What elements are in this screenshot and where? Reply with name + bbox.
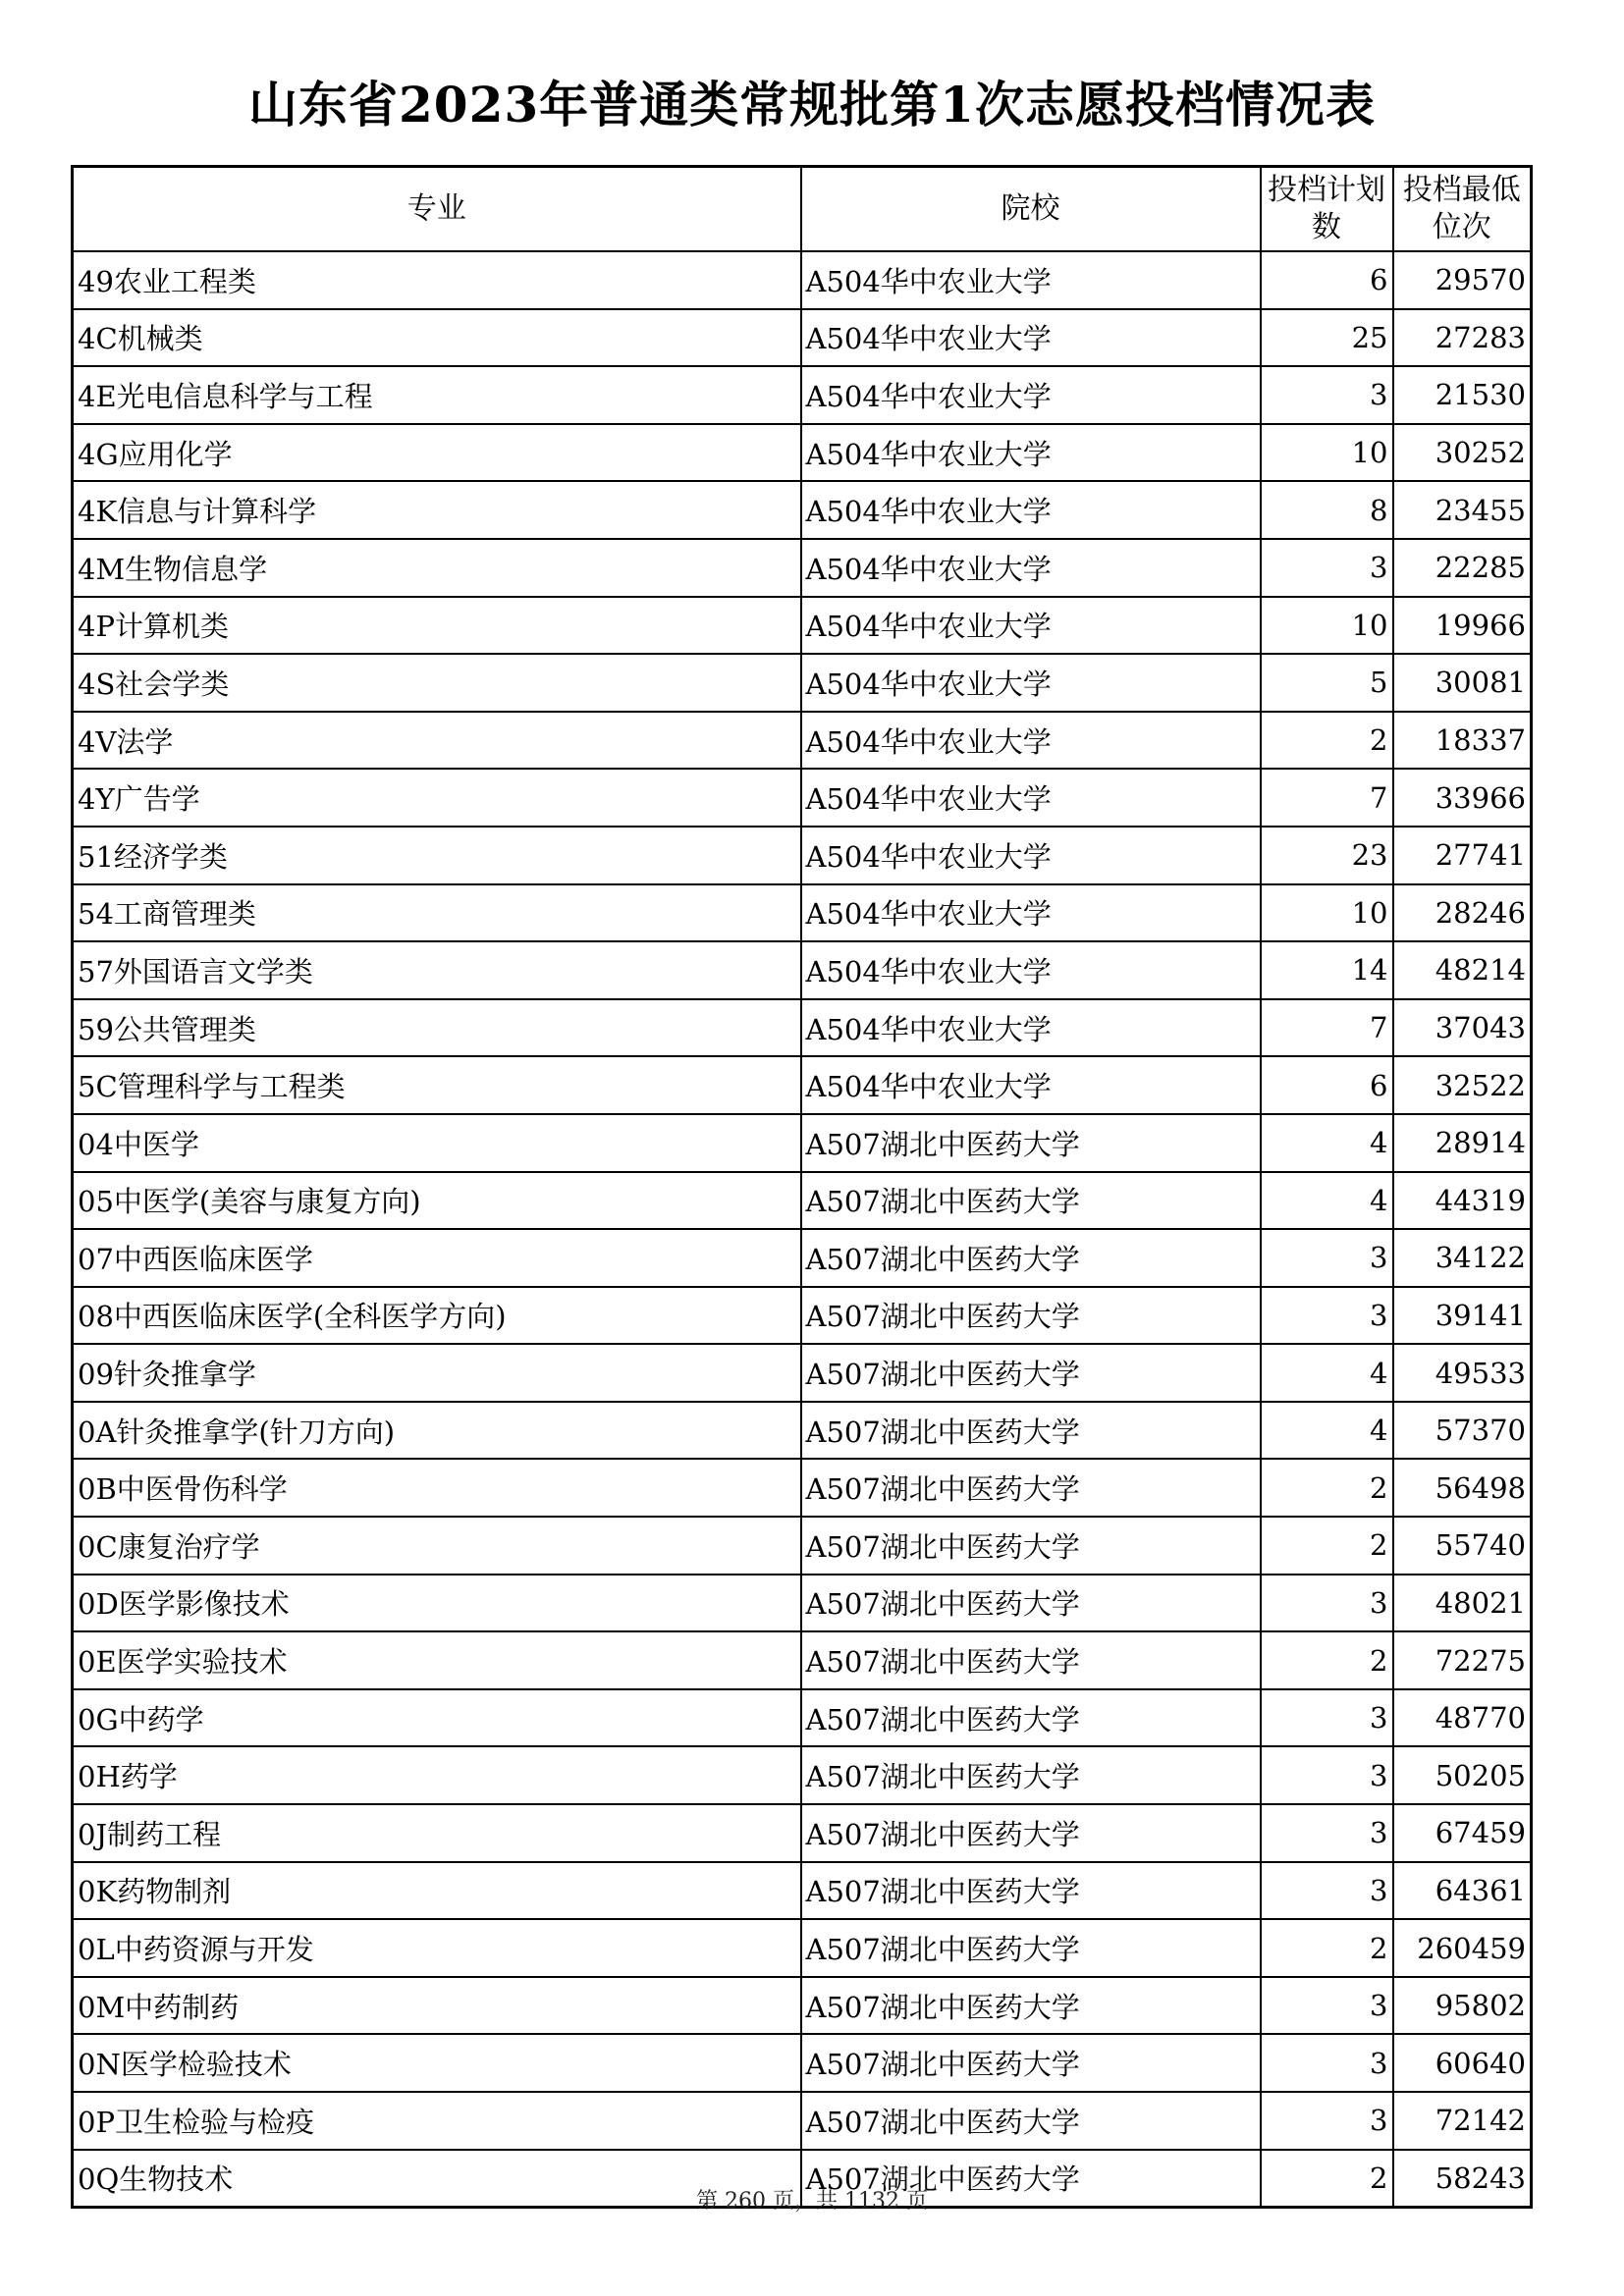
cell-plan: 10 (1261, 597, 1393, 655)
cell-rank: 37043 (1393, 999, 1532, 1057)
cell-major: 0L中药资源与开发 (73, 1919, 801, 1977)
table-row (73, 1746, 1532, 1804)
cell-rank: 22285 (1393, 539, 1532, 597)
cell-school: A504华中农业大学 (801, 999, 1261, 1057)
cell-plan: 10 (1261, 884, 1393, 942)
cell-major: 08中西医临床医学(全科医学方向) (73, 1287, 801, 1345)
table-row (73, 1689, 1532, 1747)
cell-school: A504华中农业大学 (801, 941, 1261, 999)
header-rank: 投档最低位次 (1393, 167, 1532, 252)
cell-school: A504华中农业大学 (801, 539, 1261, 597)
cell-major: 4Y广告学 (73, 769, 801, 827)
cell-rank: 18337 (1393, 712, 1532, 770)
cell-rank: 72275 (1393, 1631, 1532, 1689)
cell-school: A507湖北中医药大学 (801, 1114, 1261, 1172)
cell-plan: 23 (1261, 827, 1393, 884)
cell-school: A504华中农业大学 (801, 366, 1261, 424)
cell-rank: 27741 (1393, 827, 1532, 884)
table-row (73, 1229, 1532, 1287)
table-row (73, 309, 1532, 367)
cell-school: A504华中农业大学 (801, 424, 1261, 482)
cell-plan: 6 (1261, 1056, 1393, 1114)
table-header-row (73, 167, 1532, 252)
cell-major: 0E医学实验技术 (73, 1631, 801, 1689)
cell-plan: 2 (1261, 1459, 1393, 1517)
cell-school: A507湖北中医药大学 (801, 1746, 1261, 1804)
cell-plan: 4 (1261, 1344, 1393, 1402)
table-row (73, 1862, 1532, 1920)
cell-major: 0J制药工程 (73, 1804, 801, 1862)
cell-plan: 8 (1261, 481, 1393, 539)
table-row (73, 251, 1532, 309)
table-row (73, 597, 1532, 655)
cell-major: 0P卫生检验与检疫 (73, 2092, 801, 2150)
table-row (73, 769, 1532, 827)
cell-school: A504华中农业大学 (801, 597, 1261, 655)
table-row (73, 1172, 1532, 1230)
table-row (73, 424, 1532, 482)
table-row (73, 999, 1532, 1057)
cell-rank: 23455 (1393, 481, 1532, 539)
cell-major: 4P计算机类 (73, 597, 801, 655)
cell-rank: 32522 (1393, 1056, 1532, 1114)
cell-plan: 3 (1261, 1862, 1393, 1920)
cell-major: 0K药物制剂 (73, 1862, 801, 1920)
cell-rank: 19966 (1393, 597, 1532, 655)
cell-school: A507湖北中医药大学 (801, 2092, 1261, 2150)
cell-major: 4K信息与计算科学 (73, 481, 801, 539)
cell-major: 54工商管理类 (73, 884, 801, 942)
cell-plan: 7 (1261, 769, 1393, 827)
cell-school: A507湖北中医药大学 (801, 1229, 1261, 1287)
cell-rank: 64361 (1393, 1862, 1532, 1920)
header-major: 专业 (73, 167, 801, 252)
cell-major: 4E光电信息科学与工程 (73, 366, 801, 424)
cell-plan: 5 (1261, 654, 1393, 712)
cell-major: 04中医学 (73, 1114, 801, 1172)
cell-rank: 67459 (1393, 1804, 1532, 1862)
cell-rank: 48021 (1393, 1575, 1532, 1632)
cell-plan: 3 (1261, 2034, 1393, 2092)
cell-plan: 3 (1261, 1229, 1393, 1287)
page-footer: 第 260 页，共 1132 页 (696, 2189, 928, 2214)
table-row (73, 539, 1532, 597)
cell-rank: 57370 (1393, 1402, 1532, 1460)
table-row (73, 654, 1532, 712)
cell-major: 4G应用化学 (73, 424, 801, 482)
cell-plan: 3 (1261, 1804, 1393, 1862)
cell-school: A507湖北中医药大学 (801, 1344, 1261, 1402)
cell-rank: 21530 (1393, 366, 1532, 424)
cell-school: A507湖北中医药大学 (801, 1575, 1261, 1632)
cell-school: A507湖北中医药大学 (801, 1689, 1261, 1747)
cell-school: A507湖北中医药大学 (801, 1804, 1261, 1862)
cell-major: 0A针灸推拿学(针刀方向) (73, 1402, 801, 1460)
table-row (73, 481, 1532, 539)
cell-major: 0C康复治疗学 (73, 1517, 801, 1575)
table-body (73, 251, 1532, 2208)
cell-school: A504华中农业大学 (801, 251, 1261, 309)
cell-rank: 50205 (1393, 1746, 1532, 1804)
admission-table (71, 165, 1533, 2209)
cell-plan: 3 (1261, 2092, 1393, 2150)
table-row (73, 884, 1532, 942)
cell-school: A504华中农业大学 (801, 884, 1261, 942)
cell-school: A507湖北中医药大学 (801, 1517, 1261, 1575)
cell-school: A507湖北中医药大学 (801, 1287, 1261, 1345)
cell-major: 4V法学 (73, 712, 801, 770)
table-row (73, 2034, 1532, 2092)
cell-rank: 48770 (1393, 1689, 1532, 1747)
cell-major: 0M中药制药 (73, 1977, 801, 2035)
table-row (73, 1344, 1532, 1402)
cell-major: 0Q生物技术 (73, 2150, 801, 2208)
cell-plan: 25 (1261, 309, 1393, 367)
cell-rank: 72142 (1393, 2092, 1532, 2150)
cell-rank: 33966 (1393, 769, 1532, 827)
cell-plan: 2 (1261, 1919, 1393, 1977)
cell-rank: 34122 (1393, 1229, 1532, 1287)
cell-plan: 7 (1261, 999, 1393, 1057)
cell-rank: 60640 (1393, 2034, 1532, 2092)
cell-major: 4C机械类 (73, 309, 801, 367)
cell-major: 0H药学 (73, 1746, 801, 1804)
table-row (73, 1287, 1532, 1345)
cell-plan: 3 (1261, 1689, 1393, 1747)
cell-rank: 30252 (1393, 424, 1532, 482)
cell-school: A504华中农业大学 (801, 481, 1261, 539)
cell-major: 05中医学(美容与康复方向) (73, 1172, 801, 1230)
cell-major: 57外国语言文学类 (73, 941, 801, 999)
cell-school: A507湖北中医药大学 (801, 1402, 1261, 1460)
cell-rank: 48214 (1393, 941, 1532, 999)
table-row (73, 1517, 1532, 1575)
cell-major: 5C管理科学与工程类 (73, 1056, 801, 1114)
cell-major: 51经济学类 (73, 827, 801, 884)
cell-school: A504华中农业大学 (801, 827, 1261, 884)
table-row (73, 1056, 1532, 1114)
cell-rank: 260459 (1393, 1919, 1532, 1977)
cell-major: 0D医学影像技术 (73, 1575, 801, 1632)
cell-rank: 29570 (1393, 251, 1532, 309)
cell-rank: 30081 (1393, 654, 1532, 712)
cell-rank: 95802 (1393, 1977, 1532, 2035)
cell-school: A504华中农业大学 (801, 309, 1261, 367)
cell-plan: 3 (1261, 1287, 1393, 1345)
cell-plan: 2 (1261, 2150, 1393, 2208)
cell-rank: 27283 (1393, 309, 1532, 367)
cell-plan: 2 (1261, 1631, 1393, 1689)
cell-school: A507湖北中医药大学 (801, 1459, 1261, 1517)
table-row (73, 941, 1532, 999)
cell-major: 49农业工程类 (73, 251, 801, 309)
cell-rank: 28914 (1393, 1114, 1532, 1172)
cell-major: 4M生物信息学 (73, 539, 801, 597)
cell-school: A504华中农业大学 (801, 1056, 1261, 1114)
table-row (73, 1631, 1532, 1689)
cell-plan: 6 (1261, 251, 1393, 309)
cell-plan: 3 (1261, 539, 1393, 597)
table-row (73, 1575, 1532, 1632)
cell-plan: 3 (1261, 366, 1393, 424)
table-row (73, 1919, 1532, 1977)
cell-major: 59公共管理类 (73, 999, 801, 1057)
cell-plan: 10 (1261, 424, 1393, 482)
cell-major: 0B中医骨伤科学 (73, 1459, 801, 1517)
cell-plan: 14 (1261, 941, 1393, 999)
cell-rank: 39141 (1393, 1287, 1532, 1345)
table-row (73, 1459, 1532, 1517)
cell-plan: 4 (1261, 1402, 1393, 1460)
table-row (73, 1402, 1532, 1460)
cell-major: 09针灸推拿学 (73, 1344, 801, 1402)
cell-plan: 4 (1261, 1172, 1393, 1230)
cell-plan: 2 (1261, 712, 1393, 770)
header-plan: 投档计划数 (1261, 167, 1393, 252)
cell-rank: 56498 (1393, 1459, 1532, 1517)
cell-school: A507湖北中医药大学 (801, 1977, 1261, 2035)
cell-plan: 3 (1261, 1746, 1393, 1804)
cell-rank: 55740 (1393, 1517, 1532, 1575)
table-row (73, 2092, 1532, 2150)
cell-rank: 49533 (1393, 1344, 1532, 1402)
table-row (73, 712, 1532, 770)
cell-school: A504华中农业大学 (801, 769, 1261, 827)
cell-plan: 2 (1261, 1517, 1393, 1575)
cell-school: A507湖北中医药大学 (801, 1919, 1261, 1977)
cell-school: A507湖北中医药大学 (801, 2034, 1261, 2092)
table-row (73, 1804, 1532, 1862)
page-title: 山东省2023年普通类常规批第1次志愿投档情况表 (248, 76, 1376, 133)
header-school: 院校 (801, 167, 1261, 252)
cell-plan: 4 (1261, 1114, 1393, 1172)
cell-school: A507湖北中医药大学 (801, 1631, 1261, 1689)
cell-plan: 3 (1261, 1977, 1393, 2035)
cell-rank: 44319 (1393, 1172, 1532, 1230)
table-row (73, 366, 1532, 424)
cell-school: A507湖北中医药大学 (801, 1862, 1261, 1920)
cell-major: 4S社会学类 (73, 654, 801, 712)
cell-plan: 3 (1261, 1575, 1393, 1632)
table-row (73, 1114, 1532, 1172)
cell-major: 07中西医临床医学 (73, 1229, 801, 1287)
table-row (73, 1977, 1532, 2035)
cell-rank: 58243 (1393, 2150, 1532, 2208)
table-row (73, 827, 1532, 884)
cell-major: 0G中药学 (73, 1689, 801, 1747)
cell-major: 0N医学检验技术 (73, 2034, 801, 2092)
cell-rank: 28246 (1393, 884, 1532, 942)
cell-school: A507湖北中医药大学 (801, 1172, 1261, 1230)
cell-school: A507湖北中医药大学 (801, 2150, 1261, 2208)
cell-school: A504华中农业大学 (801, 712, 1261, 770)
cell-school: A504华中农业大学 (801, 654, 1261, 712)
